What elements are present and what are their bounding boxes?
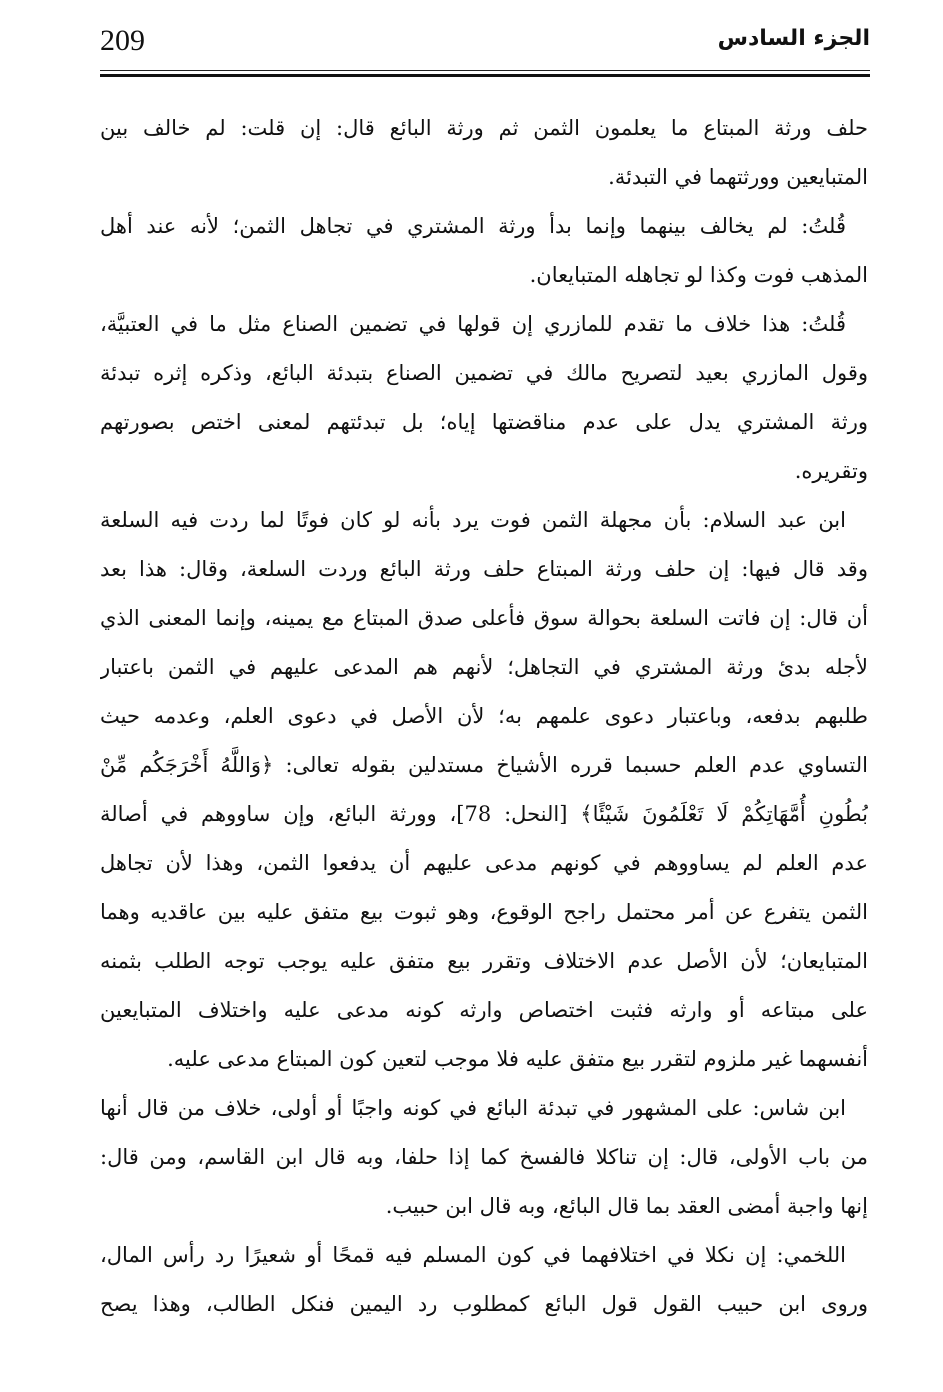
page-header [100, 18, 870, 68]
text-line: وتقريره. [794, 459, 868, 483]
text-line: وقول المازري بعيد لتصريح مالك في تضمين الصناع بتبدئة البائع، وذكره إثره تبدئة [100, 361, 868, 385]
running-title: الجزء السادس [717, 26, 870, 51]
text-line: اللخمي: إن نكلا في اختلافهما في كون المسلم فيه قمحًا أو شعيرًا رد رأس المال، [100, 1243, 846, 1267]
text-line: التساوي عدم العلم حسبما قرره الأشياخ مستدلين بقوله تعالى: ﴿وَاللَّهُ أَخْرَجَكُم مِّنْ [100, 753, 868, 777]
page-body [100, 104, 868, 1329]
text-line: قُلتُ: لم يخالف بينهما وإنما بدأ ورثة المشتري في تجاهل الثمن؛ لأنه عند أهل [100, 214, 846, 238]
page-number: 209 [100, 24, 145, 57]
text-line: وروى ابن حبيب القول قول البائع كمطلوب رد اليمين فنكل الطالب، وهذا يصح [100, 1292, 868, 1316]
header-rule-thick [100, 74, 870, 77]
text-line: بُطُونِ أُمَّهَاتِكُمْ لَا تَعْلَمُونَ شَيْئًا﴾ [النحل: 78]، وورثة البائع، وإن ساووهم في أصالة [100, 802, 868, 826]
text-line: المتبايعان؛ لأن الأصل عدم الاختلاف وتقرر بيع متفق عليه يوجب توجه الطلب بثمنه [100, 949, 868, 973]
text-line: وقد قال فيها: إن حلف ورثة المبتاع حلف ورثة البائع وردت السلعة، وقال: هذا بعد [100, 557, 868, 581]
text-line: الثمن يتفرع عن أمر محتمل راجح الوقوع، وهو ثبوت بيع متفق عليه بين عاقديه وهما [100, 900, 868, 924]
text-line: إنها واجبة أمضى العقد بما قال البائع، وبه قال ابن حبيب. [385, 1194, 868, 1218]
text-line: قُلتُ: هذا خلاف ما تقدم للمازري إن قولها في تضمين الصناع مثل ما في العتبيَّة، [100, 312, 846, 336]
text-line: على مبتاعه أو وارثه فثبت اختصاص وارثه كونه مدعى عليه واختلاف المتبايعين [100, 998, 868, 1022]
text-line: ورثة المشتري يدل على عدم مناقضتها إياه؛ بل تبدئتهم لمعنى اختص بصورتهم [100, 410, 868, 434]
text-line: أنفسهما غير ملزوم لتقرر بيع متفق عليه فلا موجب لتعين كون المبتاع مدعى عليه. [167, 1047, 868, 1071]
header-rule-thin [100, 70, 870, 71]
text-line: ابن شاس: على المشهور في تبدئة البائع في كونه واجبًا أو أولى، خلاف من قال أنها [100, 1096, 846, 1120]
text-line: المذهب فوت وكذا لو تجاهله المتبايعان. [529, 263, 868, 287]
text-line: المتبايعين وورثتهما في التبدئة. [608, 165, 868, 189]
text-line: عدم العلم لم يساووهم في كونهم مدعى عليهم أن يدفعوا الثمن، وهذا لأن تجاهل [100, 851, 868, 875]
text-line: حلف ورثة المبتاع ما يعلمون الثمن ثم ورثة البائع قال: إن قلت: لم خالف بين [100, 116, 868, 140]
text-line: أن قال: إن فاتت السلعة بحوالة سوق فأعلى صدق المبتاع مع يمينه، وإنما المعنى الذي [100, 606, 868, 630]
text-line: ابن عبد السلام: بأن مجهلة الثمن فوت يرد بأنه لو كان فوتًا لما ردت فيه السلعة [100, 508, 846, 532]
text-line: من باب الأولى، قال: إن تناكلا فالفسخ كما إذا حلفا، وبه قال ابن القاسم، ومن قال: [100, 1145, 868, 1169]
text-line: لأجله بدئ ورثة المشتري في التجاهل؛ لأنهم هم المدعى عليهم في الثمن باعتبار [100, 655, 868, 679]
text-line: طلبهم بدفعه، وباعتبار دعوى علمهم به؛ لأن الأصل في دعوى العلم، وعدمه حيث [100, 704, 868, 728]
